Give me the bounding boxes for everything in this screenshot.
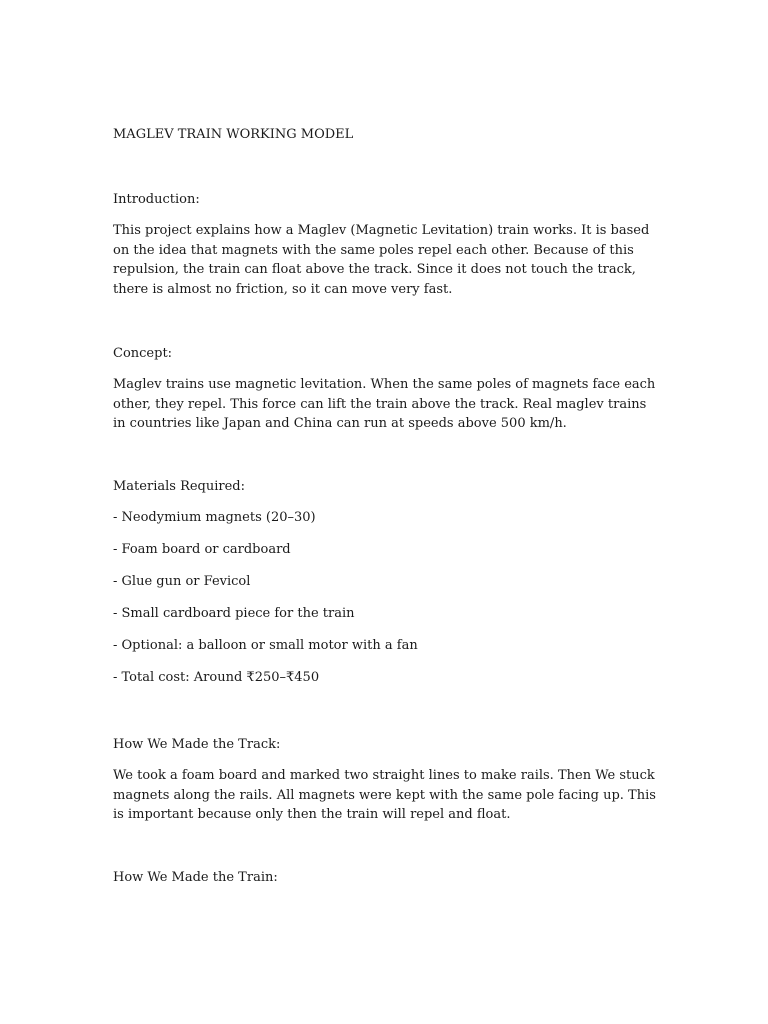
materials-heading: Materials Required: — [113, 479, 246, 494]
list-item: - Glue gun or Fevicol — [113, 574, 251, 589]
list-item: - Small cardboard piece for the train — [113, 606, 355, 621]
list-item: - Foam board or cardboard — [113, 542, 291, 557]
list-item: - Neodymium magnets (20–30) — [113, 510, 316, 525]
introduction-text: This project explains how a Maglev (Magnetic Levitation) train works. It is based on the idea that magnets with the same poles repel each other. Because of this repulsion, the train can float above the track. Since it does not touch the track, there is almost no friction, so it can move very fast. — [113, 223, 650, 297]
document-title: MAGLEV TRAIN WORKING MODEL — [113, 127, 354, 142]
concept-heading: Concept: — [113, 346, 173, 361]
introduction-heading: Introduction: — [113, 192, 200, 207]
materials-list — [113, 508, 418, 700]
list-item: - Total cost: Around ₹250–₹450 — [113, 670, 320, 685]
concept-text: Maglev trains use magnetic levitation. When the same poles of magnets face each other, they repel. This force can lift the train above the track. Real maglev trains in countries like Japan and China can run at speeds above 500 km/h. — [113, 377, 656, 431]
track-heading: How We Made the Track: — [113, 737, 281, 752]
train-heading: How We Made the Train: — [113, 870, 278, 885]
list-item: - Optional: a balloon or small motor with a fan — [113, 638, 418, 653]
track-text: We took a foam board and marked two straight lines to make rails. Then We stuck magnets along the rails. All magnets were kept with the same pole facing up. This is important because only then the train will repel and float. — [113, 768, 656, 822]
document-page — [113, 0, 661, 1024]
